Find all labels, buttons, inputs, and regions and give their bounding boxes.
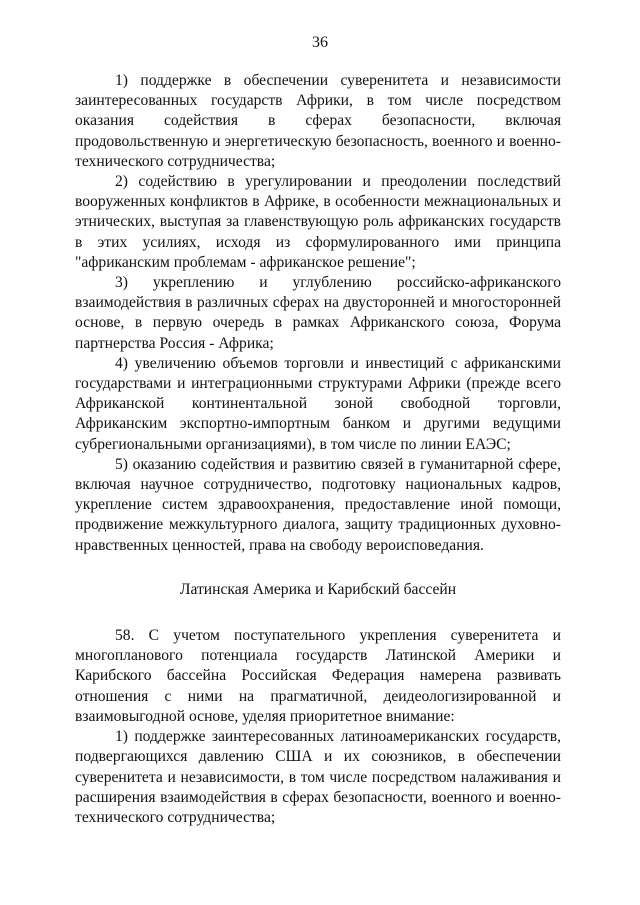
africa-item-4: 4) увеличению объемов торговли и инвестиций с африканскими государствами и интеграционными структурами Африки (прежде всего Африканской континентальной зоной свободной торговли, Африканским экспортно-импортным банком и другими ведущими субрегиональными организациями), в том числе по линии ЕАЭС; [75,354,561,453]
document-body [75,71,561,828]
africa-item-2: 2) содействию в урегулировании и преодолении последствий вооруженных конфликтов в Африке, в особенности межнациональных и этнических, выступая за главенствующую роль африканских государств в этих усилиях, исходя из сформулированного ими принципа "африканским проблемам - африканское решение"; [75,173,561,271]
africa-item-1: 1) поддержке в обеспечении суверенитета и независимости заинтересованных государств Африки, в том числе посредством оказания содействия в сферах безопасности, включая продовольственную и энергетическую безопасность, военного и военно-технического сотрудничества; [75,72,561,170]
africa-item-3: 3) укреплению и углублению российско-африканского взаимодействия в различных сферах на двусторонней и многосторонней основе, в первую очередь в рамках Африканского союза, Форума партнерства Россия - Африка; [75,274,561,352]
latam-intro-paragraph: 58. С учетом поступательного укрепления суверенитета и многопланового потенциала государств Латинской Америки и Карибского бассейна Российская Федерация намерена развивать отношения с ними на прагматичной, деидеологизированной и взаимовыгодной основе, уделяя приоритетное внимание: [75,627,561,725]
page-number: 36 [312,34,328,51]
latam-item-1: 1) поддержке заинтересованных латиноамериканских государств, подвергающихся давлению США и их союзников, в обеспечении суверенитета и независимости, в том числе посредством налаживания и расширения взаимодействия в сферах безопасности, военного и военно-технического сотрудничества; [75,728,561,826]
section-heading-latin-america: Латинская Америка и Карибский бассейн [179,580,457,598]
africa-item-5: 5) оказанию содействия и развитию связей в гуманитарной сфере, включая научное сотрудничество, подготовку национальных кадров, укрепление систем здравоохранения, предоставление иной помощи, продвижение межкультурного диалога, защиту традиционных духовно-нравственных ценностей, права на свободу вероисповедания. [75,455,561,554]
